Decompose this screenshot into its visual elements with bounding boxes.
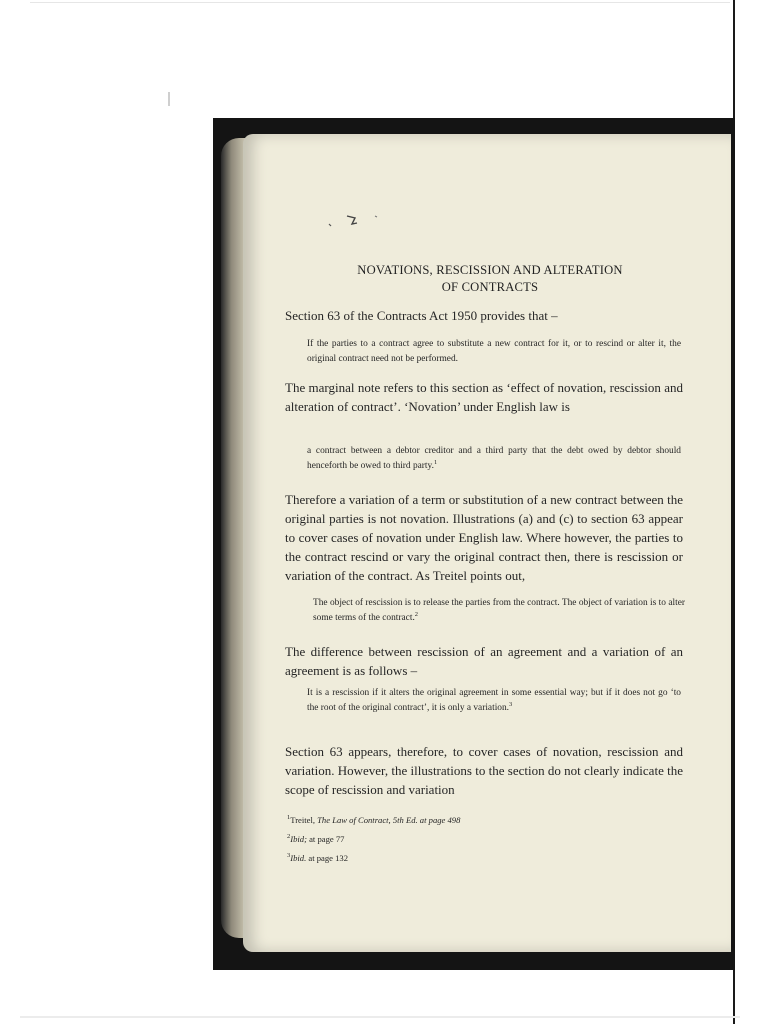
title-line-1: NOVATIONS, RESCISSION AND ALTERATION bbox=[357, 263, 623, 277]
chapter-title bbox=[263, 262, 717, 296]
quote-4 bbox=[307, 686, 681, 716]
footnote-ref-3: 3 bbox=[509, 700, 513, 708]
footnote-work: Ibid. bbox=[290, 853, 307, 863]
quote-3-text: The object of rescission is to release the parties from the contract. The object of variation is to alter some terms of the contract. bbox=[313, 598, 685, 623]
footnote-ref-1: 1 bbox=[433, 458, 438, 466]
paragraph-2: The marginal note refers to this section as ‘effect of novation, rescission and alteration of contract’. ‘Novation’ under English law is bbox=[285, 380, 683, 414]
scan-border-top bbox=[30, 2, 730, 3]
footnote-rest: at page 132 bbox=[306, 853, 349, 863]
quote-2-text: a contract between a debtor creditor and a third party that the debt owed by debtor should henceforth be owed to third party. bbox=[307, 446, 681, 471]
footnote-number: 1 bbox=[287, 814, 291, 822]
book-page bbox=[243, 134, 731, 952]
footnote-work: Ibid; bbox=[290, 834, 307, 844]
footnotes bbox=[287, 814, 667, 871]
paragraph-4: The difference between rescission of an agreement and a variation of an agreement is as follows – bbox=[285, 644, 683, 678]
footnote-author: Treitel, bbox=[290, 815, 318, 825]
footnote-3 bbox=[287, 852, 667, 871]
footnote-rest: at page 77 bbox=[306, 834, 345, 844]
paragraph-1: Section 63 of the Contracts Act 1950 provides that – bbox=[285, 308, 558, 323]
quote-3 bbox=[313, 596, 685, 626]
footnote-work: The Law of Contract, 5th Ed. at page 498 bbox=[317, 815, 461, 825]
scan-border-bottom bbox=[20, 1016, 740, 1018]
footnote-number: 3 bbox=[287, 852, 291, 860]
footnote-number: 2 bbox=[287, 833, 291, 841]
scan-mark bbox=[168, 92, 170, 106]
footnote-2 bbox=[287, 833, 667, 852]
paragraph-3: Therefore a variation of a term or substitution of a new contract between the original parties is not novation. Illustrations (a) and (c) to section 63 appear to cover cases of novation under English law. Where however, the parties to the contract rescind or vary the original contract then, there is rescission or variation of the contract. As Treitel points out, bbox=[285, 492, 683, 583]
title-line-2: OF CONTRACTS bbox=[441, 280, 539, 294]
quote-4-text: It is a rescission if it alters the original agreement in some essential way; but if it does not go ‘to the root of the original contract’, it is only a variation. bbox=[307, 688, 681, 713]
paragraph-5: Section 63 appears, therefore, to cover cases of novation, rescission and variation. However, the illustrations to the section do not clearly indicate the scope of rescission and variation bbox=[285, 744, 683, 797]
book-scan bbox=[213, 118, 735, 970]
quote-2 bbox=[307, 444, 681, 474]
quote-1: If the parties to a contract agree to substitute a new contract for it, or to rescind or alter it, the original contract need not be performed. bbox=[307, 339, 681, 364]
footnote-1 bbox=[287, 814, 667, 833]
footnote-ref-2: 2 bbox=[414, 610, 419, 618]
ink-smudge bbox=[325, 210, 385, 230]
